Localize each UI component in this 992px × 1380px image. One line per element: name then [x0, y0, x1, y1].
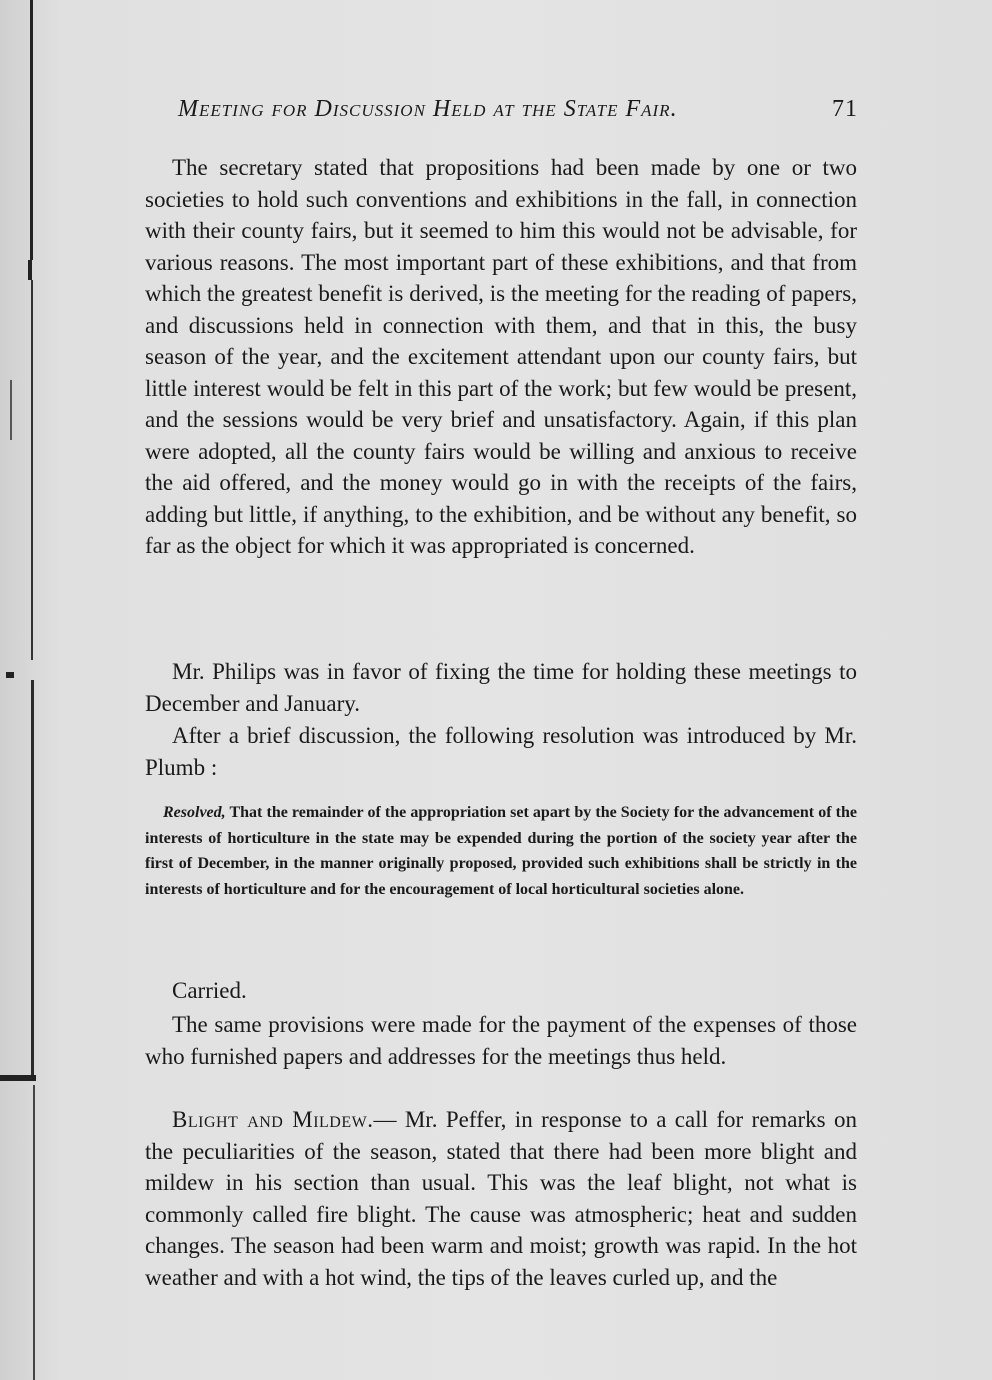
running-header: [178, 96, 858, 130]
paragraph-philips: [145, 656, 857, 719]
resolution-text: That the remainder of the appropriation set apart by the Society for the advancement of the interests of horticulture in the state may be expended during the portion of the society year after the first of December, in the manner originally proposed, provided such exhibitions shall be strictly in the interests of horticulture and for the encouragement of local horticultural societies alone.: [145, 804, 857, 898]
paragraph-text: Carried.: [172, 978, 247, 1003]
section-text: — Mr. Peffer, in response to a call for remarks on the peculiarities of the season, stated that there had been more blight and mildew in his section than usual. This was the leaf blight, not what is commonly called fire blight. The cause was atmospheric; heat and sudden changes. The season had been warm and moist; growth was rapid. In the hot weather and with a hot wind, the tips of the leaves curled up, and the: [145, 1107, 857, 1290]
paragraph-text: Mr. Philips was in favor of fixing the time for holding these meetings to December and January.: [145, 659, 857, 716]
page-number: 71: [832, 96, 858, 122]
resolution-lead: Resolved,: [163, 804, 226, 821]
paragraph-secretary: [145, 152, 857, 562]
paragraph-text: The same provisions were made for the payment of the expenses of those who furnished papers and addresses for the meetings thus held.: [145, 1012, 857, 1069]
running-title: Meeting for Discussion Held at the State Fair.: [178, 96, 678, 122]
paragraph-provisions: [145, 1009, 857, 1072]
binding-edge: [0, 0, 40, 1380]
paragraph-discussion: [145, 720, 857, 783]
section-heading: Blight and Mildew.: [172, 1107, 374, 1132]
paragraph-text: After a brief discussion, the following resolution was introduced by Mr. Plumb :: [145, 723, 857, 780]
resolution-paragraph: [145, 800, 857, 902]
paragraph-text: The secretary stated that propositions had been made by one or two societies to hold such conventions and exhibitions in the fall, in connection with their county fairs, but it seemed to him this would not be advisable, for various reasons. The most important part of these exhibitions, and that from which the greatest benefit is derived, is the meeting for the reading of papers, and discussions held in connection with them, and that in this, the busy season of the year, and the excitement attendant upon our county fairs, but little interest would be felt in this part of the work; but few would be present, and the sessions would be very brief and unsatisfactory. Again, if this plan were adopted, all the county fairs would be willing and anxious to receive the aid offered, and the money would go in with the receipts of the fairs, adding but little, if anything, to the exhibition, and be without any benefit, so far as the object for which it was appropriated is concerned.: [145, 155, 857, 558]
resolution-block: [145, 800, 857, 902]
paragraph-carried: [145, 975, 857, 1007]
paragraph-text: [145, 1104, 857, 1293]
paragraph-blight: [145, 1104, 857, 1293]
